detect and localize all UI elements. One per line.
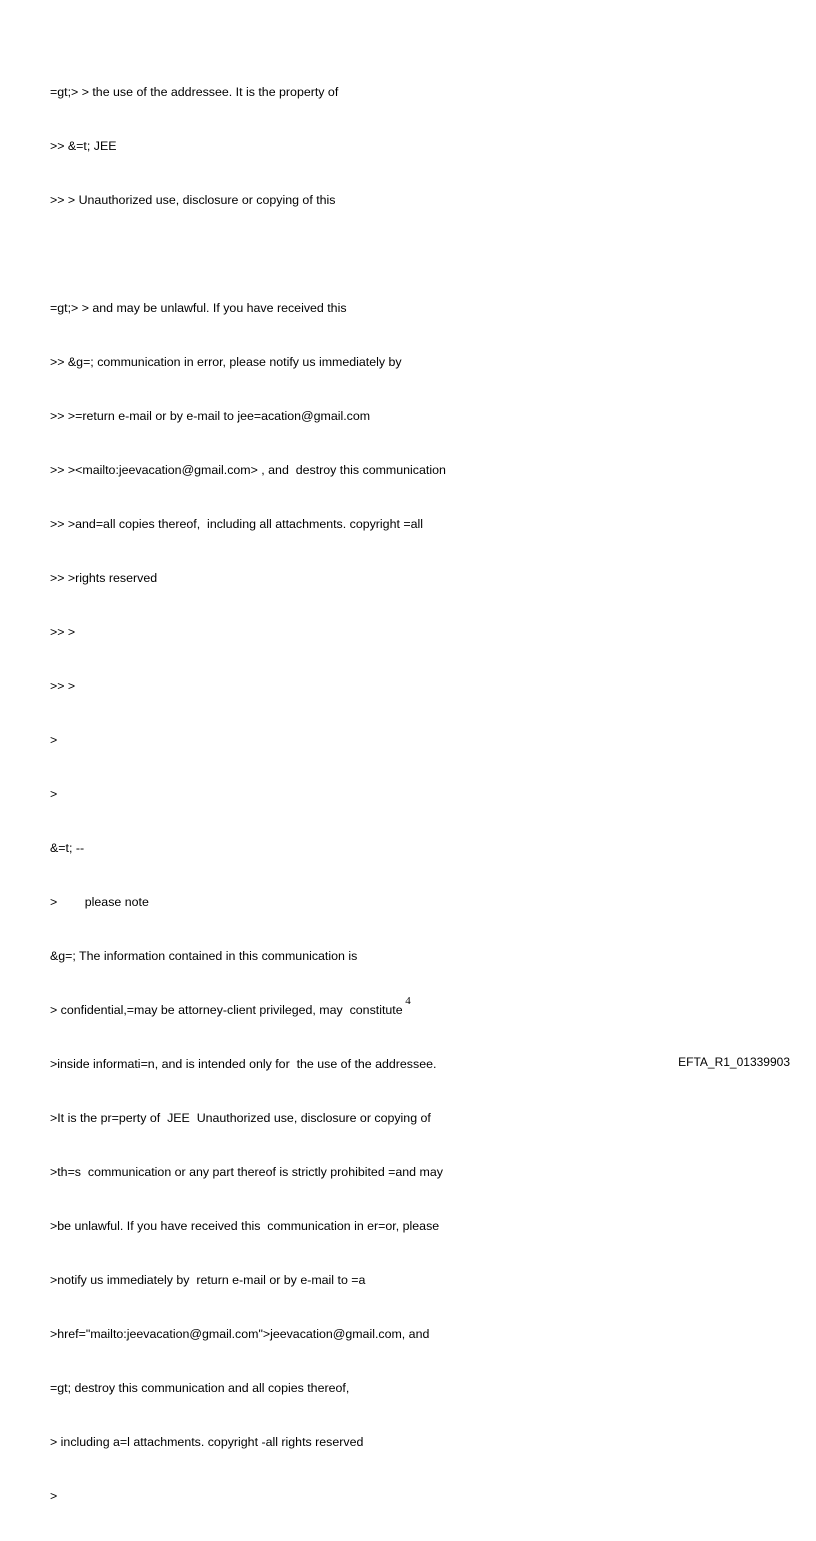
email-line: > please note — [50, 895, 149, 909]
email-line: >href="mailto:jeevacation@gmail.com">jeevacation@gmail.com, and — [50, 1327, 430, 1341]
email-line: >> ><mailto:jeevacation@gmail.com> , and destroy this communication — [50, 463, 446, 477]
email-line: =gt; destroy this communication and all copies thereof, — [50, 1381, 350, 1395]
email-line: >th=s communication or any part thereof is strictly prohibited =and may — [50, 1165, 443, 1179]
email-line: >> >rights reserved — [50, 571, 158, 585]
email-line: > — [50, 733, 58, 747]
email-line: >> &g=; communication in error, please notify us immediately by — [50, 355, 402, 369]
email-line: &=t; -- — [50, 841, 85, 855]
email-line: >It is the pr=perty of JEE Unauthorized use, disclosure or copying of — [50, 1111, 431, 1125]
email-line: > — [50, 787, 58, 801]
page-number: 4 — [405, 995, 411, 1007]
email-line: > — [50, 1489, 58, 1503]
email-line: > confidential,=may be attorney-client privileged, may constitute — [50, 1003, 403, 1017]
email-body-text — [50, 47, 510, 1541]
email-line: =gt;> > and may be unlawful. If you have received this — [50, 301, 347, 315]
email-line: >> > Unauthorized use, disclosure or copying of this — [50, 193, 336, 207]
email-line: > including a=l attachments. copyright -all rights reserved — [50, 1435, 364, 1449]
email-line: >be unlawful. If you have received this communication in er=or, please — [50, 1219, 440, 1233]
email-line: >notify us immediately by return e-mail or by e-mail to =a — [50, 1273, 366, 1287]
email-line: >inside informati=n, and is intended only for the use of the addressee. — [50, 1057, 437, 1071]
email-line: >> >and=all copies thereof, including all attachments. copyright =all — [50, 517, 423, 531]
email-line: >> > — [50, 625, 76, 639]
document-id: EFTA_R1_01339903 — [678, 1055, 790, 1069]
email-line: >> &=t; JEE — [50, 139, 117, 153]
email-line — [50, 245, 510, 263]
email-line: >> >=return e-mail or by e-mail to jee=acation@gmail.com — [50, 409, 371, 423]
email-line: >> > — [50, 679, 76, 693]
email-line: &g=; The information contained in this communication is — [50, 949, 358, 963]
email-line: =gt;> > the use of the addressee. It is the property of — [50, 85, 339, 99]
